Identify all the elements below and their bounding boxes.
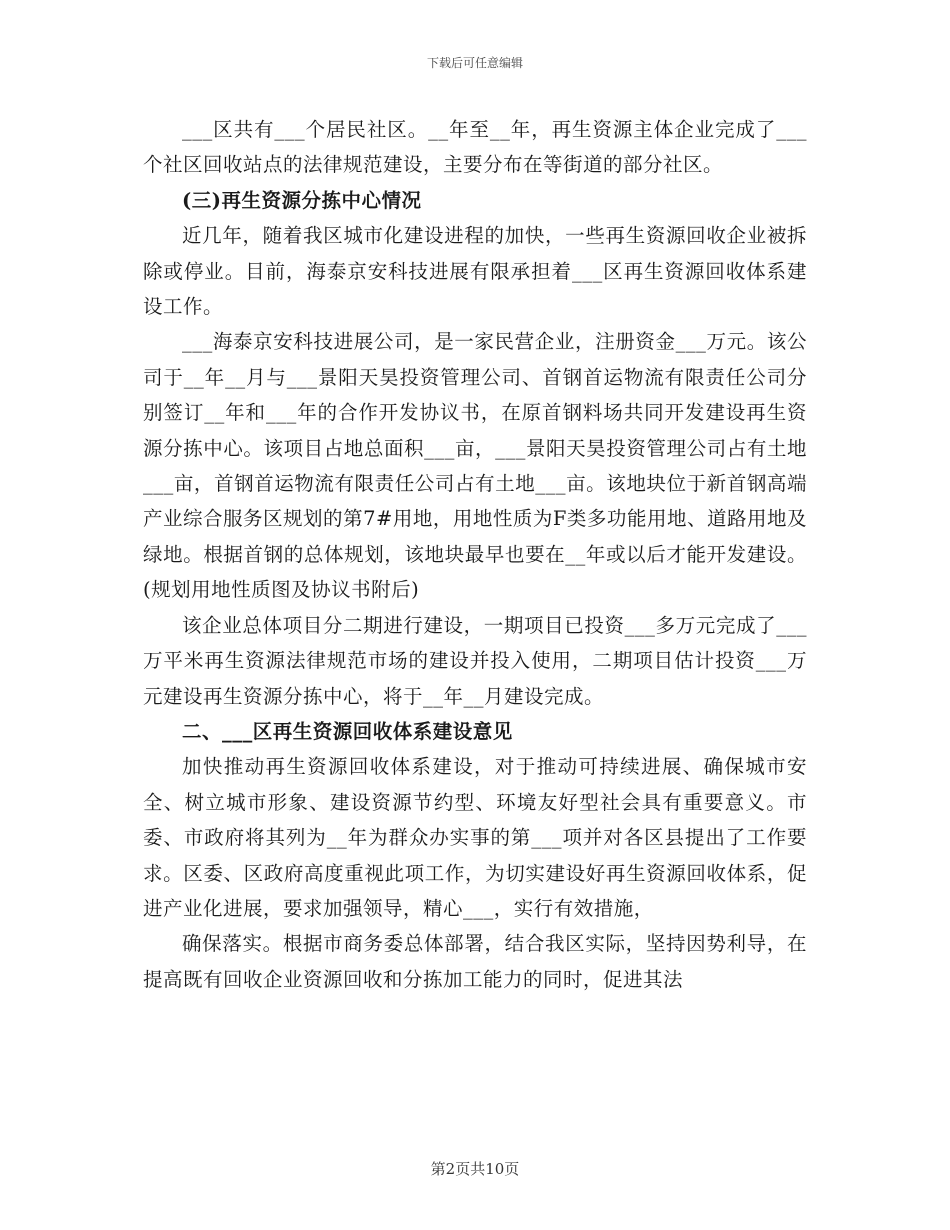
paragraph-community-stations: ___区共有___个居民社区。__年至__年，再生资源主体企业完成了___个社区回收站点的法律规范建设，主要分布在等街道的部分社区。 — [143, 118, 807, 177]
page-header: 下载后可任意编辑 — [426, 56, 523, 70]
paragraph-accelerate-system: 加快推动再生资源回收体系建设，对于推动可持续进展、确保城市安全、树立城市形象、建设资源节约型、环境友好型社会具有重要意义。市委、市政府将其列为__年为群众办实事的第___项并对各区县提出了工作要求。区委、区政府高度重视此项工作，为切实建设好再生资源回收体系，促进产业化进展，要求加强领导，精心___，实行有效措施， — [143, 755, 807, 920]
paragraph-ensure-implementation: 确保落实。根据市商务委总体部署，结合我区实际，坚持因势利导，在提高既有回收企业资源回收和分拣加工能力的同时，促进其法 — [143, 932, 807, 991]
page-number: 第2页共10页 — [430, 1160, 520, 1178]
document-body — [143, 112, 807, 997]
paragraph-recent-years: 近几年，随着我区城市化建设进程的加快，一些再生资源回收企业被拆除或停业。目前，海泰京安科技进展有限承担着___区再生资源回收体系建设工作。 — [143, 224, 807, 319]
section-heading-recommendations: 二、___区再生资源回收体系建设意见 — [182, 719, 513, 743]
paragraph-company-profile: ___海泰京安科技进展公司，是一家民营企业，注册资金___万元。该公司于__年__月与___景阳天昊投资管理公司、首钢首运物流有限责任公司分别签订__年和___年的合作开发协议书，在原首钢料场共同开发建设再生资源分拣中心。该项目占地总面积___亩，___景阳天昊投资管理公司占有土地___亩，首钢首运物流有限责任公司占有土地___亩。该地块位于新首钢高端产业综合服务区规划的第7#用地，用地性质为F类多功能用地、道路用地及绿地。根据首钢的总体规划，该地块最早也要在__年或以后才能开发建设。(规划用地性质图及协议书附后) — [143, 330, 807, 602]
section-heading-sorting-center: (三)再生资源分拣中心情况 — [182, 188, 422, 212]
paragraph-project-phases: 该企业总体项目分二期进行建设，一期项目已投资___多万元完成了___万平米再生资源法律规范市场的建设并投入使用，二期项目估计投资___万元建设再生资源分拣中心，将于__年__月建设完成。 — [143, 613, 807, 708]
